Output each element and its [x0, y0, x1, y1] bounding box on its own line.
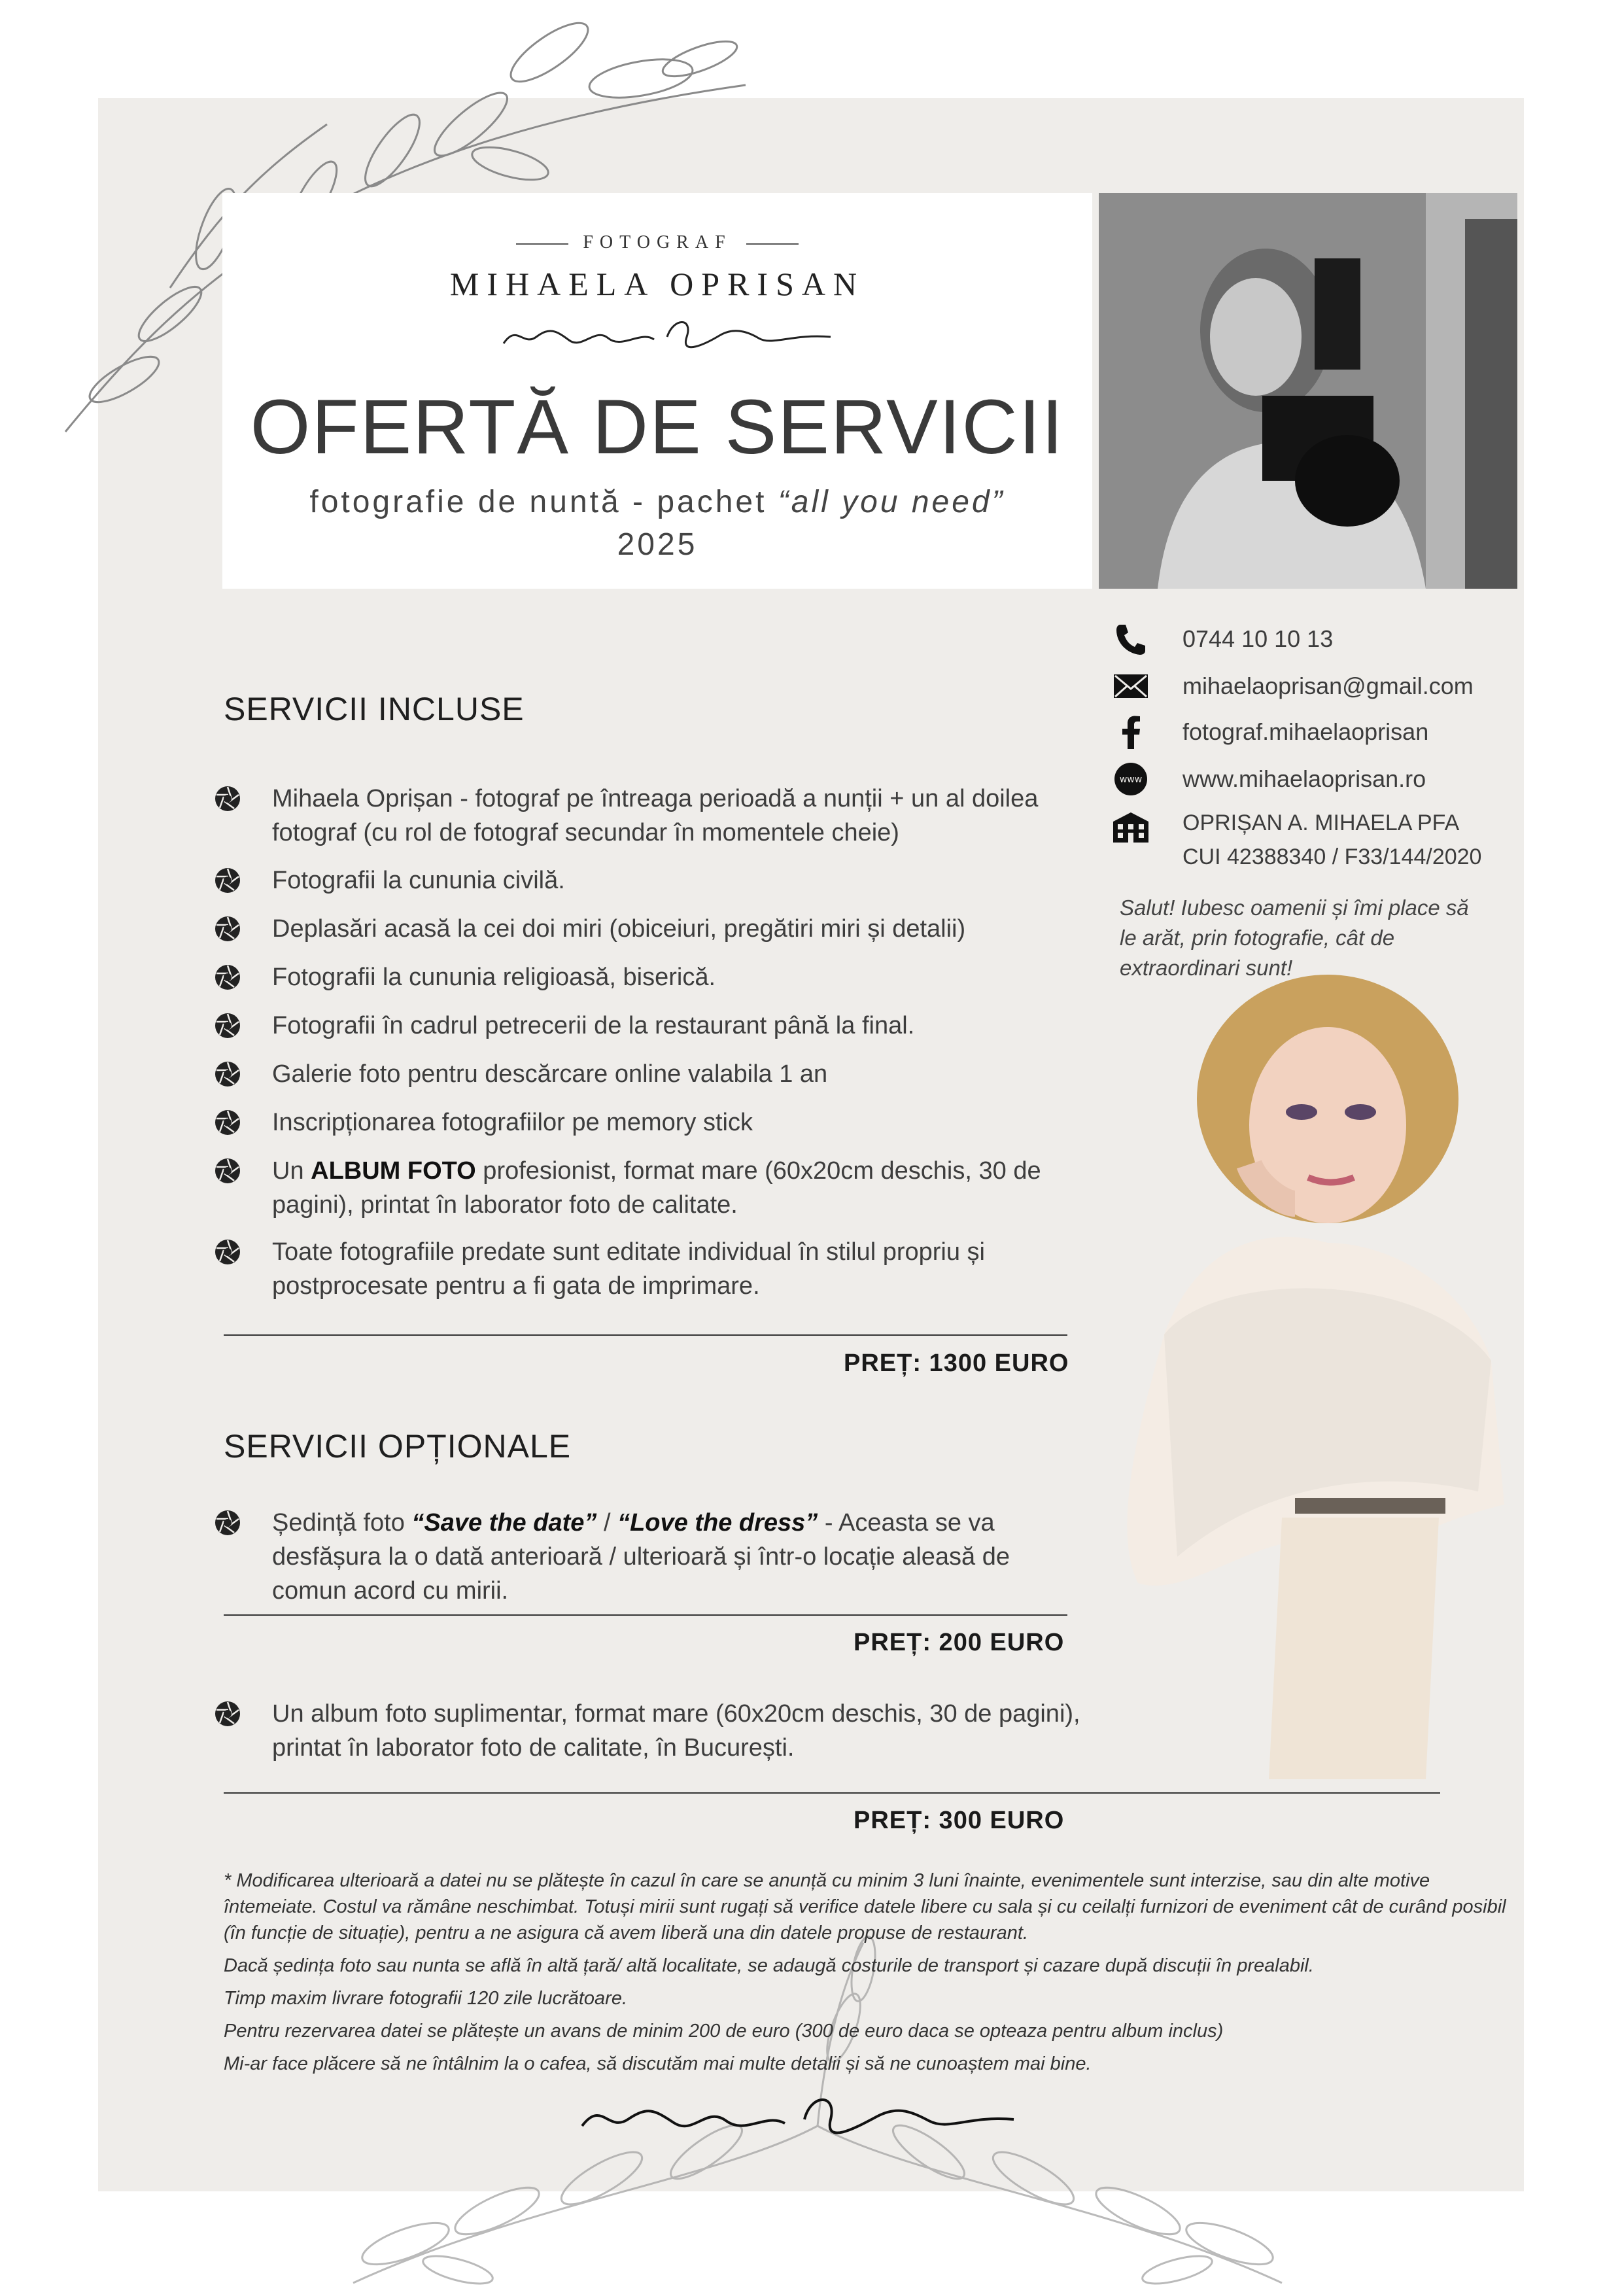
aperture-icon — [215, 1239, 241, 1265]
album-price: PREȚ: 300 EURO — [854, 1807, 1065, 1834]
offer-year: 2025 — [617, 527, 698, 562]
note-paragraph: Dacă ședința foto sau nunta se află în altă țară/ altă localitate, se adaugă costurile de transport și cazare după discuții în prealabil. — [224, 1955, 1314, 1976]
phone-icon — [1112, 620, 1150, 658]
facebook-icon — [1112, 713, 1150, 751]
website-url[interactable]: www.mihaelaoprisan.ro — [1182, 765, 1426, 792]
brand-name: MIHAELA OPRISAN — [449, 266, 865, 302]
note-paragraph: Timp maxim livrare fotografii 120 zile lucrătoare. — [224, 1988, 628, 2009]
optional-item-album — [215, 1697, 1084, 1765]
contact-email — [1112, 667, 1474, 705]
company-name: OPRIȘAN A. MIHAELA PFA — [1182, 810, 1460, 835]
included-item-text: Un ALBUM FOTO profesionist, format mare (60x20cm deschis, 30 de pagini), printat în laborator foto de calitate. — [272, 1157, 1041, 1219]
building-icon — [1112, 809, 1150, 846]
included-item — [215, 1057, 1084, 1091]
aperture-icon — [215, 1061, 241, 1087]
included-item — [215, 1105, 1084, 1139]
included-item — [215, 1009, 1084, 1043]
signature-small-image — [497, 311, 837, 357]
contact-phone — [1112, 620, 1333, 658]
aperture-icon — [215, 1701, 241, 1727]
included-item — [215, 960, 1084, 994]
brand-label: FOTOGRAF — [222, 232, 1092, 253]
included-item-text: Fotografii la cununia religioasă, biserică. — [272, 964, 716, 991]
phone-number: 0744 10 10 13 — [1182, 625, 1334, 652]
included-item-text: Galerie foto pentru descărcare online valabila 1 an — [272, 1060, 828, 1088]
included-item-text: Mihaela Oprișan - fotograf pe întreaga perioadă a nunții + un al doilea fotograf (cu rol de fotograf secundar în momentele cheie) — [272, 785, 1039, 846]
company-id: CUI 42388340 / F33/144/2020 — [1182, 844, 1482, 869]
optional-item-text: Ședință foto “Save the date” / “Love the dress” - Aceasta se va desfășura la o dată anterioară / ulterioară și într-o locație aleasă de comun acord cu mirii. — [272, 1509, 1010, 1605]
contact-facebook — [1112, 713, 1428, 751]
note-paragraph: * Modificarea ulterioară a datei nu se plătește în cazul în care se anunță cu minim 3 luni înainte, evenimentele sunt interzise, sau din alte motive întemeiate. Costul va rămâne neschimbat. Totuși mirii sunt rugați să verifice datele libere cu sala și cu ceilalți furnizori de eveniment cât de curând posibil (în funcție de situație), pentru a ne asigura că avem liberă una din datele propuse de restaurant. — [224, 1870, 1506, 1943]
included-item — [215, 1235, 1084, 1303]
divider — [224, 1334, 1067, 1336]
included-item-text: Deplasări acasă la cei doi miri (obiceiuri, pregătiri miri și detalii) — [272, 915, 966, 943]
photographer-photo — [1099, 193, 1517, 589]
email-address[interactable]: mihaelaoprisan@gmail.com — [1182, 672, 1474, 699]
included-item-text: Inscripționarea fotografiilor pe memory stick — [272, 1109, 753, 1136]
session-price: PREȚ: 200 EURO — [854, 1629, 1065, 1656]
note-paragraph: Mi-ar face plăcere să ne întâlnim la o cafea, să discutăm mai multe detalii și să ne cunoaștem mai bine. — [224, 2053, 1092, 2074]
included-item-album — [215, 1154, 1084, 1222]
included-item — [215, 912, 1084, 946]
included-item-text: Toate fotografiile predate sunt editate individual în stilul propriu și postprocesate pentru a fi gata de imprimare. — [272, 1238, 985, 1300]
bride-photo — [1086, 968, 1557, 1779]
aperture-icon — [215, 786, 241, 812]
page-title: OFERTĂ DE SERVICII — [250, 384, 1065, 470]
included-item — [215, 863, 1084, 897]
included-item — [215, 782, 1084, 850]
included-item-text: Fotografii la cununia civilă. — [272, 867, 565, 894]
aperture-icon — [215, 1158, 241, 1184]
aperture-icon — [215, 1013, 241, 1039]
optional-item-text: Un album foto suplimentar, format mare (60x20cm deschis, 30 de pagini), printat în laborator foto de calitate, în București. — [272, 1700, 1080, 1762]
aperture-icon — [215, 964, 241, 990]
included-item-text: Fotografii în cadrul petrecerii de la restaurant până la final. — [272, 1012, 915, 1039]
included-price: PREȚ: 1300 EURO — [844, 1349, 1069, 1377]
contact-website — [1112, 760, 1426, 798]
aperture-icon — [215, 1510, 241, 1536]
signature-image — [576, 2087, 1020, 2146]
envelope-icon — [1112, 667, 1150, 705]
contact-company — [1112, 809, 1182, 846]
aperture-icon — [215, 867, 241, 894]
aperture-icon — [215, 916, 241, 942]
page-subtitle: fotografie de nuntă - pachet “all you need” — [309, 485, 1005, 519]
intro-text: Salut! Iubesc oamenii și îmi place să le arăt, prin fotografie, cât de extraordinari sunt! — [1120, 896, 1469, 980]
www-icon — [1112, 760, 1150, 798]
svg-text:www: www — [1119, 774, 1143, 785]
included-section-title: SERVICII INCLUSE — [224, 691, 525, 727]
facebook-handle[interactable]: fotograf.mihaelaoprisan — [1182, 718, 1429, 745]
note-paragraph: Pentru rezervarea datei se plătește un avans de minim 200 de euro (300 de euro daca se opteaza pentru album inclus) — [224, 2021, 1224, 2042]
divider — [224, 1792, 1440, 1794]
terms-notes — [224, 1868, 1519, 2083]
header-card — [222, 193, 1092, 589]
optional-item-session — [215, 1506, 1084, 1608]
optional-section-title: SERVICII OPȚIONALE — [224, 1428, 572, 1465]
company-info — [1182, 806, 1481, 874]
divider — [224, 1614, 1067, 1616]
aperture-icon — [215, 1109, 241, 1136]
